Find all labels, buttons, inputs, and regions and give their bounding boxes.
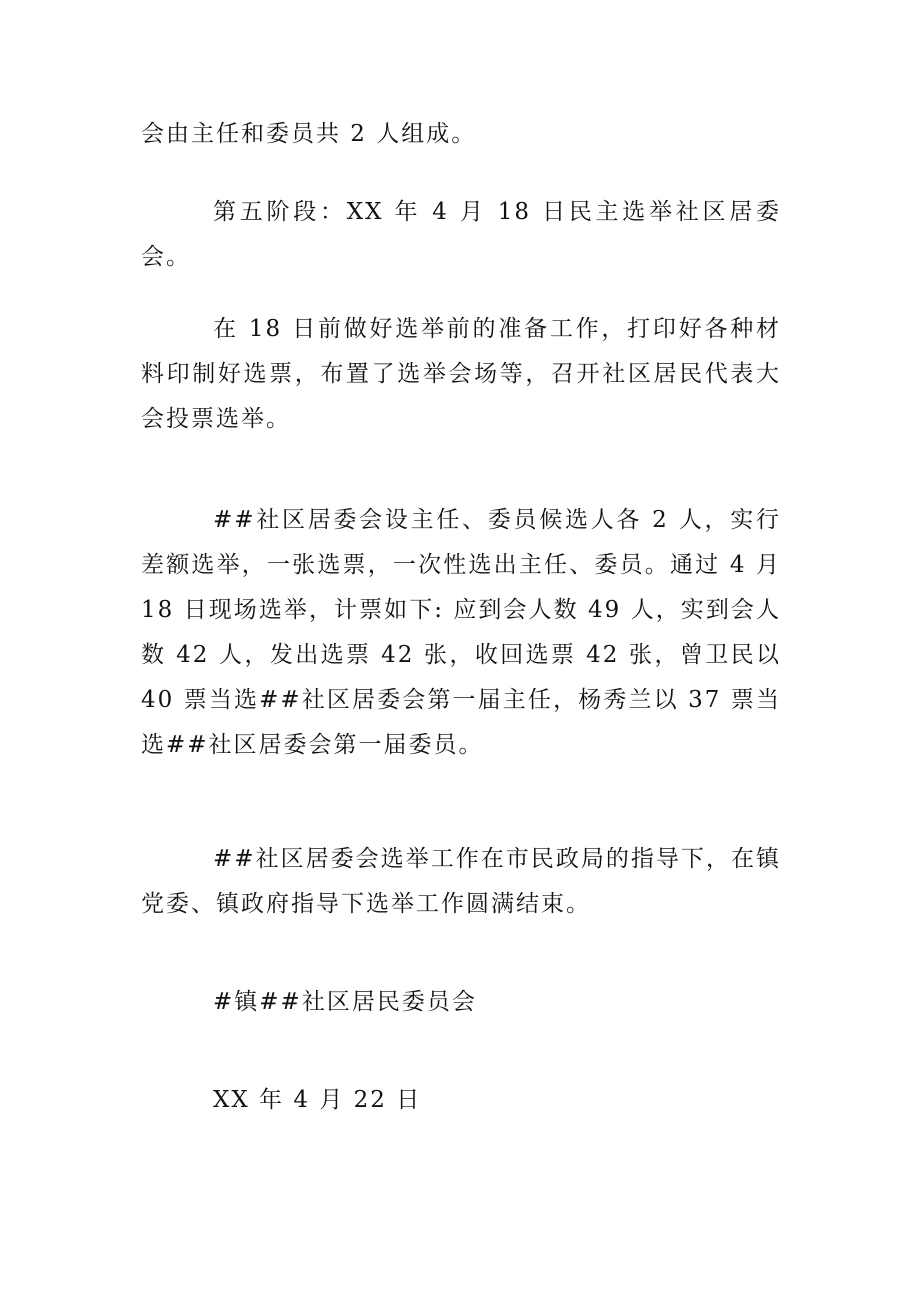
paragraph-continuation: 会由主任和委员共 2 人组成。 (141, 121, 477, 147)
paragraph-conclusion: ##社区居委会选举工作在市民政局的指导下，在镇党委、镇政府指导下选举工作圆满结束。 (141, 846, 781, 917)
paragraph-preparation: 在 18 日前做好选举前的准备工作，打印好各种材料印制好选票，布置了选举会场等，召开社区居民代表大会投票选举。 (141, 316, 781, 432)
signature-date: XX 年 4 月 22 日 (213, 1087, 422, 1113)
signature-organization: #镇##社区居民委员会 (213, 989, 477, 1015)
paragraph-election-results: ##社区居委会设主任、委员候选人各 2 人，实行差额选举，一张选票，一次性选出主任、委员。通过 4 月 18 日现场选举，计票如下: 应到会人数 49 人，实到会人数 42 人，发出选票 42 张，收回选票 42 张，曾卫民以 40 票当选##社区居委会第一届主任，杨秀兰以 37 票当选##社区居委会第一届委员。 (141, 507, 781, 758)
paragraph-stage-five: 第五阶段：XX 年 4 月 18 日民主选举社区居委会。 (141, 199, 781, 270)
